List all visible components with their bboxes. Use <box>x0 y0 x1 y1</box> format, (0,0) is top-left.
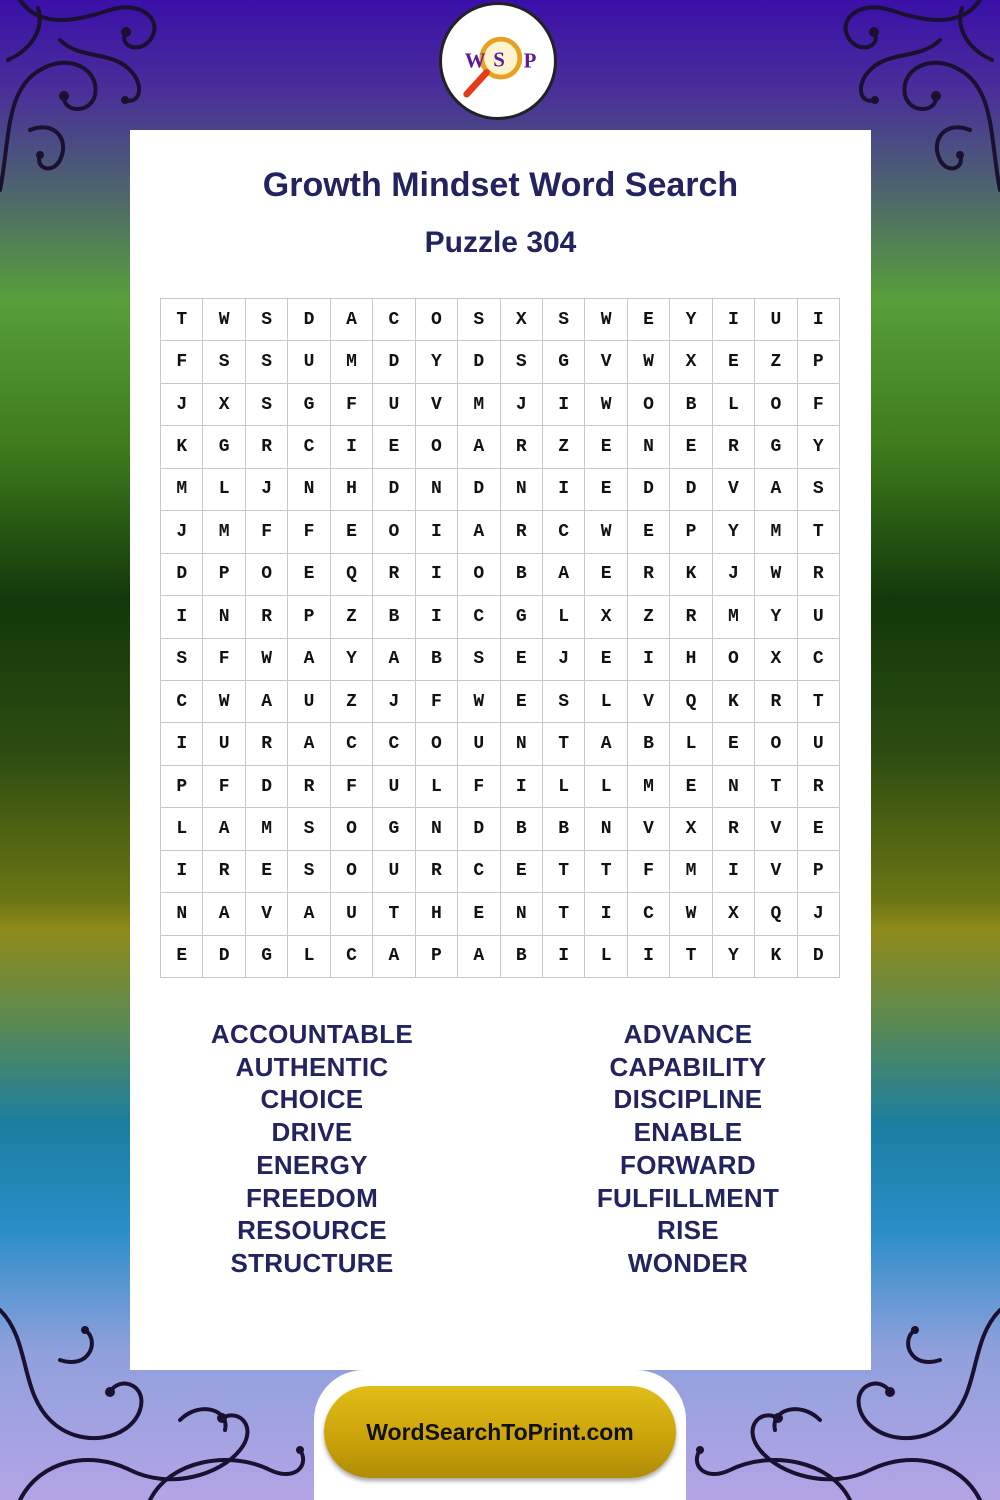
grid-cell[interactable]: X <box>713 893 755 935</box>
grid-cell[interactable]: P <box>416 936 458 978</box>
grid-cell[interactable]: U <box>203 723 245 765</box>
grid-cell[interactable]: B <box>373 596 415 638</box>
grid-cell[interactable]: T <box>161 299 203 341</box>
grid-cell[interactable]: D <box>798 936 840 978</box>
grid-cell[interactable]: N <box>713 766 755 808</box>
grid-cell[interactable]: I <box>416 511 458 553</box>
grid-cell[interactable]: O <box>416 426 458 468</box>
grid-cell[interactable]: T <box>755 766 797 808</box>
grid-cell[interactable]: F <box>288 511 330 553</box>
grid-cell[interactable]: U <box>288 341 330 383</box>
word-list-item: RISE <box>657 1215 719 1246</box>
grid-cell[interactable]: Z <box>628 596 670 638</box>
grid-cell[interactable]: L <box>713 384 755 426</box>
grid-cell[interactable]: D <box>203 936 245 978</box>
grid-cell[interactable]: U <box>458 723 500 765</box>
grid-cell[interactable]: U <box>288 681 330 723</box>
grid-cell[interactable]: E <box>458 893 500 935</box>
grid-cell[interactable]: Q <box>331 554 373 596</box>
grid-cell[interactable]: A <box>755 469 797 511</box>
grid-cell[interactable]: P <box>161 766 203 808</box>
grid-cell[interactable]: C <box>628 893 670 935</box>
grid-cell[interactable]: E <box>501 681 543 723</box>
grid-cell[interactable]: F <box>628 851 670 893</box>
grid-cell[interactable]: C <box>543 511 585 553</box>
grid-cell[interactable]: O <box>416 299 458 341</box>
grid-cell[interactable]: M <box>458 384 500 426</box>
grid-cell[interactable]: A <box>288 639 330 681</box>
grid-cell[interactable]: U <box>373 384 415 426</box>
grid-cell[interactable]: A <box>331 299 373 341</box>
logo-letter-w: W <box>464 48 486 73</box>
grid-cell[interactable]: G <box>373 808 415 850</box>
site-link-button[interactable] <box>324 1386 676 1478</box>
grid-cell[interactable]: N <box>501 723 543 765</box>
grid-cell[interactable]: R <box>246 723 288 765</box>
grid-cell[interactable]: E <box>501 851 543 893</box>
grid-cell[interactable]: I <box>628 639 670 681</box>
grid-cell[interactable]: C <box>161 681 203 723</box>
grid-cell[interactable]: B <box>628 723 670 765</box>
grid-cell[interactable]: F <box>203 639 245 681</box>
grid-cell[interactable]: F <box>331 384 373 426</box>
grid-cell[interactable]: M <box>755 511 797 553</box>
grid-cell[interactable]: I <box>628 936 670 978</box>
grid-cell[interactable]: J <box>798 893 840 935</box>
grid-cell[interactable]: D <box>628 469 670 511</box>
grid-cell[interactable]: Y <box>416 341 458 383</box>
grid-cell[interactable]: V <box>755 851 797 893</box>
grid-cell[interactable]: E <box>161 936 203 978</box>
grid-cell[interactable]: E <box>585 469 627 511</box>
grid-cell[interactable]: J <box>373 681 415 723</box>
puzzle-title: Growth Mindset Word Search <box>262 166 739 204</box>
word-list-item: FORWARD <box>620 1149 756 1180</box>
grid-cell[interactable]: X <box>501 299 543 341</box>
grid-cell[interactable]: O <box>713 639 755 681</box>
grid-cell[interactable]: G <box>246 936 288 978</box>
grid-cell[interactable]: L <box>585 766 627 808</box>
grid-cell[interactable]: N <box>628 426 670 468</box>
grid-cell[interactable]: A <box>288 893 330 935</box>
word-list-item: CHOICE <box>260 1084 364 1115</box>
grid-cell[interactable]: E <box>628 511 670 553</box>
grid-cell[interactable]: R <box>501 511 543 553</box>
grid-cell[interactable]: I <box>543 469 585 511</box>
grid-cell[interactable]: T <box>543 851 585 893</box>
word-list-item: FULFILLMENT <box>596 1182 780 1213</box>
grid-cell[interactable]: E <box>373 426 415 468</box>
grid-cell[interactable]: R <box>755 681 797 723</box>
word-list-item: RESOURCE <box>237 1215 387 1246</box>
grid-cell[interactable]: O <box>331 808 373 850</box>
grid-cell[interactable]: O <box>331 851 373 893</box>
grid-cell[interactable]: O <box>458 554 500 596</box>
site-logo[interactable] <box>439 2 557 120</box>
word-list-item: CAPABILITY <box>609 1051 767 1082</box>
grid-cell[interactable]: H <box>670 639 712 681</box>
grid-cell[interactable]: R <box>501 426 543 468</box>
word-list-item: DISCIPLINE <box>613 1084 763 1115</box>
word-list-item: WONDER <box>627 1247 749 1278</box>
grid-cell[interactable]: W <box>246 639 288 681</box>
grid-cell[interactable]: S <box>246 384 288 426</box>
grid-cell[interactable]: V <box>585 341 627 383</box>
grid-cell[interactable]: K <box>161 426 203 468</box>
grid-cell[interactable]: T <box>670 936 712 978</box>
grid-cell[interactable]: S <box>458 639 500 681</box>
grid-cell[interactable]: A <box>458 936 500 978</box>
grid-cell[interactable]: T <box>798 681 840 723</box>
grid-cell[interactable]: F <box>416 681 458 723</box>
grid-cell[interactable]: R <box>246 426 288 468</box>
grid-cell[interactable]: O <box>628 384 670 426</box>
grid-cell[interactable]: Y <box>713 511 755 553</box>
grid-cell[interactable]: A <box>458 426 500 468</box>
grid-cell[interactable]: R <box>798 554 840 596</box>
grid-cell[interactable]: R <box>628 554 670 596</box>
logo-letter-s: S <box>493 47 505 72</box>
grid-cell[interactable]: C <box>373 723 415 765</box>
grid-cell[interactable]: J <box>246 469 288 511</box>
grid-cell[interactable]: I <box>543 384 585 426</box>
grid-cell[interactable]: V <box>628 681 670 723</box>
grid-cell[interactable]: J <box>161 384 203 426</box>
grid-cell[interactable]: Z <box>331 596 373 638</box>
word-list-left <box>162 1018 462 1280</box>
grid-cell[interactable]: R <box>203 851 245 893</box>
grid-cell[interactable]: L <box>416 766 458 808</box>
grid-cell[interactable]: Y <box>755 596 797 638</box>
grid-cell[interactable]: K <box>670 554 712 596</box>
grid-cell[interactable]: X <box>755 639 797 681</box>
grid-cell[interactable]: D <box>458 341 500 383</box>
grid-cell[interactable]: A <box>288 723 330 765</box>
grid-cell[interactable]: I <box>331 426 373 468</box>
grid-cell[interactable]: M <box>670 851 712 893</box>
grid-cell[interactable]: Q <box>670 681 712 723</box>
grid-cell[interactable]: E <box>288 554 330 596</box>
grid-cell[interactable]: S <box>798 469 840 511</box>
grid-cell[interactable]: E <box>713 341 755 383</box>
grid-cell[interactable]: F <box>161 341 203 383</box>
grid-cell[interactable]: Y <box>798 426 840 468</box>
grid-cell[interactable]: I <box>501 766 543 808</box>
grid-cell[interactable]: W <box>458 681 500 723</box>
grid-cell[interactable]: R <box>798 766 840 808</box>
site-link-label: WordSearchToPrint.com <box>366 1418 634 1445</box>
grid-cell[interactable]: C <box>458 851 500 893</box>
puzzle-card <box>130 130 871 1370</box>
word-list-item: ENERGY <box>256 1149 368 1180</box>
grid-cell[interactable]: J <box>713 554 755 596</box>
grid-cell[interactable]: C <box>288 426 330 468</box>
grid-cell[interactable]: I <box>161 596 203 638</box>
grid-cell[interactable]: W <box>585 384 627 426</box>
grid-cell[interactable]: Z <box>331 681 373 723</box>
grid-cell[interactable]: E <box>585 426 627 468</box>
grid-cell[interactable]: U <box>373 766 415 808</box>
grid-cell[interactable]: N <box>161 893 203 935</box>
puzzle-number: Puzzle 304 <box>424 226 577 259</box>
grid-cell[interactable]: N <box>501 893 543 935</box>
grid-cell[interactable]: G <box>501 596 543 638</box>
grid-cell[interactable]: D <box>458 808 500 850</box>
grid-cell[interactable]: U <box>798 723 840 765</box>
grid-cell[interactable]: C <box>373 299 415 341</box>
grid-cell[interactable]: D <box>373 469 415 511</box>
grid-cell[interactable]: T <box>373 893 415 935</box>
grid-cell[interactable]: A <box>373 936 415 978</box>
grid-cell[interactable]: R <box>713 808 755 850</box>
grid-cell[interactable]: I <box>585 893 627 935</box>
grid-cell[interactable]: N <box>416 469 458 511</box>
grid-cell[interactable]: L <box>585 681 627 723</box>
word-list-right <box>538 1018 838 1280</box>
grid-cell[interactable]: Z <box>543 426 585 468</box>
grid-cell[interactable]: T <box>543 893 585 935</box>
word-list-item: ENABLE <box>633 1117 743 1148</box>
grid-cell[interactable]: W <box>585 511 627 553</box>
grid-cell[interactable]: L <box>203 469 245 511</box>
grid-cell[interactable]: N <box>501 469 543 511</box>
grid-cell[interactable]: P <box>798 341 840 383</box>
grid-cell[interactable]: C <box>331 936 373 978</box>
grid-cell[interactable]: L <box>161 808 203 850</box>
grid-cell[interactable]: Q <box>755 893 797 935</box>
grid-cell[interactable]: B <box>670 384 712 426</box>
grid-cell[interactable]: H <box>416 893 458 935</box>
grid-cell[interactable]: D <box>288 299 330 341</box>
grid-cell[interactable]: A <box>585 723 627 765</box>
grid-cell[interactable]: I <box>543 936 585 978</box>
grid-cell[interactable]: I <box>798 299 840 341</box>
grid-cell[interactable]: U <box>755 299 797 341</box>
grid-cell[interactable]: V <box>755 808 797 850</box>
grid-cell[interactable]: N <box>416 808 458 850</box>
grid-cell[interactable]: E <box>670 426 712 468</box>
grid-cell[interactable]: L <box>288 936 330 978</box>
logo-graphic <box>442 5 554 117</box>
grid-cell[interactable]: L <box>670 723 712 765</box>
grid-cell[interactable]: A <box>203 893 245 935</box>
grid-cell[interactable]: U <box>373 851 415 893</box>
grid-cell[interactable]: G <box>288 384 330 426</box>
grid-cell[interactable]: M <box>203 511 245 553</box>
grid-cell[interactable]: V <box>246 893 288 935</box>
grid-cell[interactable]: C <box>331 723 373 765</box>
grid-cell[interactable]: Y <box>713 936 755 978</box>
grid-cell[interactable]: N <box>203 596 245 638</box>
grid-cell[interactable]: V <box>713 469 755 511</box>
grid-cell[interactable]: R <box>373 554 415 596</box>
grid-cell[interactable]: M <box>161 469 203 511</box>
grid-cell[interactable]: O <box>246 554 288 596</box>
grid-cell[interactable]: E <box>331 511 373 553</box>
grid-cell[interactable]: L <box>585 936 627 978</box>
word-list-item: ACCOUNTABLE <box>210 1019 414 1049</box>
grid-cell[interactable]: E <box>246 851 288 893</box>
grid-cell[interactable]: X <box>670 341 712 383</box>
grid-cell[interactable]: J <box>543 639 585 681</box>
grid-cell[interactable]: J <box>501 384 543 426</box>
grid-cell[interactable]: B <box>501 936 543 978</box>
grid-cell[interactable]: P <box>288 596 330 638</box>
grid-cell[interactable]: O <box>755 723 797 765</box>
grid-cell[interactable]: R <box>416 851 458 893</box>
grid-cell[interactable]: E <box>585 554 627 596</box>
grid-cell[interactable]: F <box>203 766 245 808</box>
grid-cell[interactable]: X <box>585 596 627 638</box>
grid-cell[interactable]: N <box>288 469 330 511</box>
grid-cell[interactable]: O <box>755 384 797 426</box>
grid-cell[interactable]: S <box>246 299 288 341</box>
grid-cell[interactable]: T <box>585 851 627 893</box>
grid-cell[interactable]: S <box>458 299 500 341</box>
grid-cell[interactable]: Z <box>755 341 797 383</box>
grid-cell[interactable]: S <box>203 341 245 383</box>
grid-cell[interactable]: F <box>458 766 500 808</box>
grid-cell[interactable]: A <box>458 511 500 553</box>
grid-cell[interactable]: W <box>203 681 245 723</box>
grid-cell[interactable]: G <box>755 426 797 468</box>
grid-cell[interactable]: G <box>543 341 585 383</box>
grid-cell[interactable]: U <box>798 596 840 638</box>
grid-cell[interactable]: C <box>458 596 500 638</box>
grid-cell[interactable]: I <box>416 596 458 638</box>
grid-cell[interactable]: W <box>670 893 712 935</box>
grid-cell[interactable]: R <box>670 596 712 638</box>
grid-cell[interactable]: M <box>713 596 755 638</box>
grid-cell[interactable]: V <box>416 384 458 426</box>
grid-cell[interactable]: X <box>203 384 245 426</box>
grid-cell[interactable]: S <box>543 299 585 341</box>
grid-cell[interactable]: R <box>713 426 755 468</box>
grid-cell[interactable]: D <box>246 766 288 808</box>
grid-cell[interactable]: R <box>246 596 288 638</box>
grid-cell[interactable]: O <box>416 723 458 765</box>
grid-cell[interactable]: W <box>585 299 627 341</box>
grid-cell[interactable]: B <box>543 808 585 850</box>
grid-cell[interactable]: K <box>755 936 797 978</box>
grid-cell[interactable]: P <box>798 851 840 893</box>
grid-cell[interactable]: W <box>755 554 797 596</box>
grid-cell[interactable]: E <box>798 808 840 850</box>
grid-cell[interactable]: D <box>161 554 203 596</box>
grid-cell[interactable]: Y <box>331 639 373 681</box>
word-list-item: DRIVE <box>271 1117 353 1148</box>
grid-cell[interactable]: T <box>798 511 840 553</box>
grid-cell[interactable]: D <box>670 469 712 511</box>
grid-cell[interactable]: M <box>246 808 288 850</box>
grid-cell[interactable]: F <box>798 384 840 426</box>
word-list-item: FREEDOM <box>245 1182 379 1213</box>
grid-cell[interactable]: C <box>798 639 840 681</box>
letter-grid <box>160 298 840 978</box>
grid-cell[interactable]: H <box>331 469 373 511</box>
grid-cell[interactable]: P <box>203 554 245 596</box>
grid-cell[interactable]: M <box>331 341 373 383</box>
grid-cell[interactable]: I <box>161 723 203 765</box>
grid-cell[interactable]: B <box>501 554 543 596</box>
grid-cell[interactable]: V <box>628 808 670 850</box>
grid-cell[interactable]: O <box>373 511 415 553</box>
grid-cell[interactable]: E <box>585 639 627 681</box>
grid-cell[interactable]: S <box>161 639 203 681</box>
grid-cell[interactable]: A <box>373 639 415 681</box>
grid-cell[interactable]: X <box>670 808 712 850</box>
grid-cell[interactable]: E <box>670 766 712 808</box>
grid-cell[interactable]: B <box>501 808 543 850</box>
grid-cell[interactable]: E <box>713 723 755 765</box>
grid-cell[interactable]: S <box>501 341 543 383</box>
grid-cell[interactable]: I <box>713 299 755 341</box>
grid-cell[interactable]: F <box>331 766 373 808</box>
grid-cell[interactable]: S <box>543 681 585 723</box>
word-list-item: ADVANCE <box>623 1019 753 1049</box>
grid-cell[interactable]: S <box>246 341 288 383</box>
grid-cell[interactable]: I <box>713 851 755 893</box>
logo-letter-p: P <box>523 48 537 73</box>
grid-cell[interactable]: T <box>543 723 585 765</box>
grid-cell[interactable]: S <box>288 808 330 850</box>
grid-cell[interactable]: F <box>246 511 288 553</box>
grid-cell[interactable]: L <box>543 766 585 808</box>
grid-cell[interactable]: G <box>203 426 245 468</box>
grid-cell[interactable]: J <box>161 511 203 553</box>
grid-cell[interactable]: K <box>713 681 755 723</box>
grid-cell[interactable]: D <box>373 341 415 383</box>
grid-cell[interactable]: A <box>203 808 245 850</box>
grid-cell[interactable]: I <box>416 554 458 596</box>
grid-cell[interactable]: E <box>628 299 670 341</box>
grid-cell[interactable]: W <box>628 341 670 383</box>
grid-cell[interactable]: W <box>203 299 245 341</box>
word-list-item: STRUCTURE <box>230 1247 394 1278</box>
grid-cell[interactable]: P <box>670 511 712 553</box>
grid-cell[interactable]: L <box>543 596 585 638</box>
grid-cell[interactable]: E <box>501 639 543 681</box>
grid-cell[interactable]: M <box>628 766 670 808</box>
grid-cell[interactable]: D <box>458 469 500 511</box>
grid-cell[interactable]: R <box>288 766 330 808</box>
grid-cell[interactable]: S <box>288 851 330 893</box>
grid-cell[interactable]: U <box>331 893 373 935</box>
grid-cell[interactable]: Y <box>670 299 712 341</box>
grid-cell[interactable]: A <box>543 554 585 596</box>
word-list-item: AUTHENTIC <box>235 1051 389 1082</box>
grid-cell[interactable]: A <box>246 681 288 723</box>
grid-cell[interactable]: N <box>585 808 627 850</box>
grid-cell[interactable]: I <box>161 851 203 893</box>
grid-cell[interactable]: B <box>416 639 458 681</box>
